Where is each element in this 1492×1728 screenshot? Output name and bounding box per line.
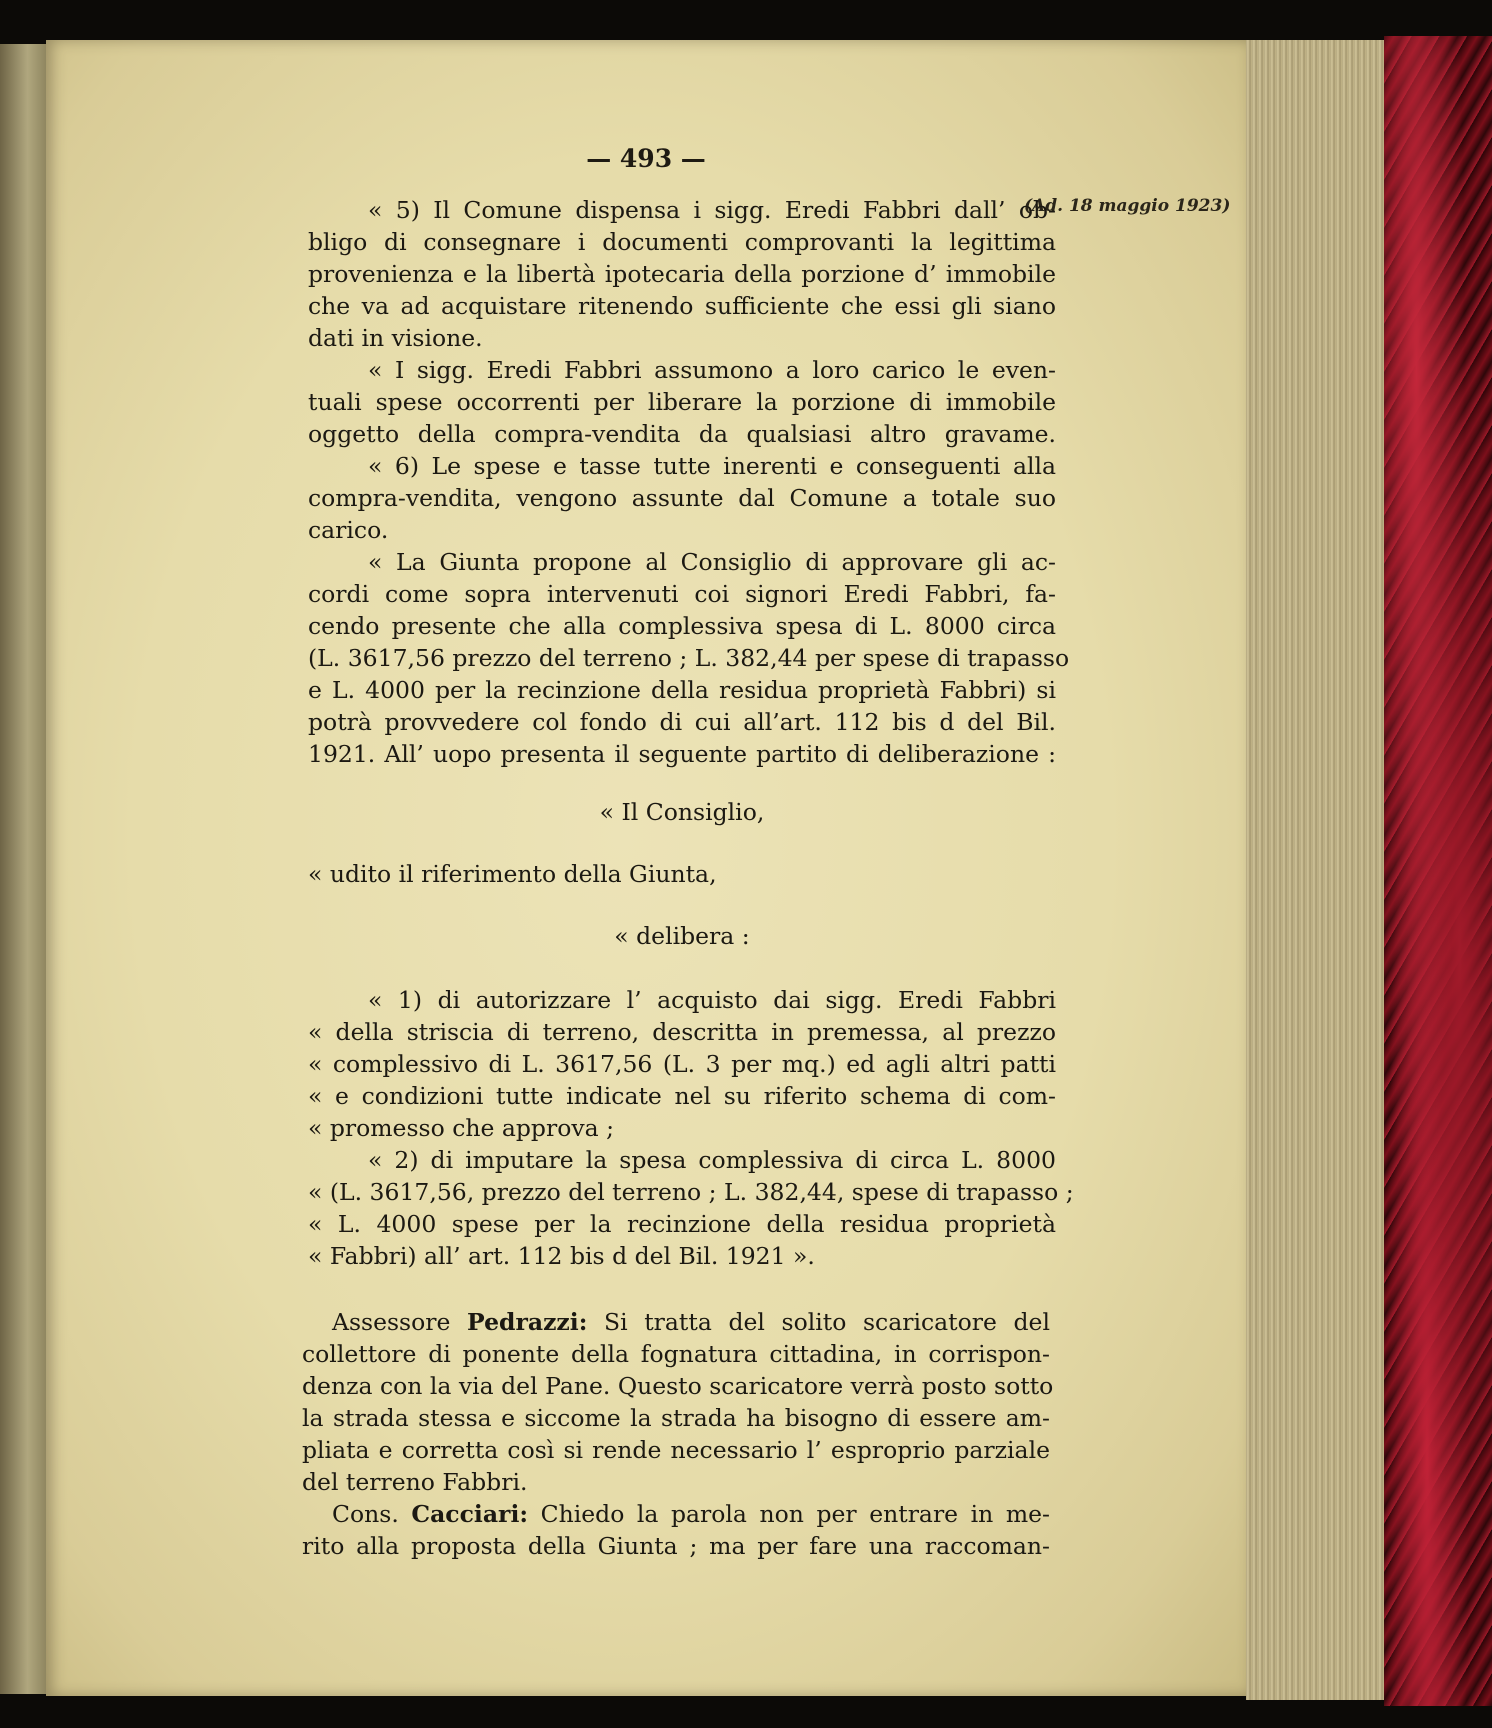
text-fragment: Chiedo la parola non per entrare in me- bbox=[540, 1500, 1050, 1528]
text-line: « 6) Le spese e tasse tutte inerenti e conseguenti alla bbox=[368, 452, 1056, 480]
text-line: cendo presente che alla complessiva spesa di L. 8000 circa bbox=[308, 612, 1056, 640]
text-line: « complessivo di L. 3617,56 (L. 3 per mq.) ed agli altri patti bbox=[308, 1050, 1056, 1078]
resolution-heading: « Il Consiglio, bbox=[599, 798, 765, 826]
text-line: che va ad acquistare ritenendo sufficiente che essi gli siano bbox=[308, 292, 1056, 320]
text-line: « (L. 3617,56, prezzo del terreno ; L. 382,44, spese di trapasso ; bbox=[308, 1178, 1074, 1206]
text-line: « La Giunta propone al Consiglio di approvare gli ac- bbox=[368, 548, 1056, 576]
margin-note: (Ad. 18 maggio 1923) bbox=[1024, 196, 1231, 216]
text-line: del terreno Fabbri. bbox=[302, 1468, 528, 1496]
text-line bbox=[332, 1500, 1050, 1532]
text-line bbox=[332, 1308, 1050, 1340]
text-line: (L. 3617,56 prezzo del terreno ; L. 382,44 per spese di trapasso bbox=[308, 644, 1070, 672]
page-number: — 493 — bbox=[586, 144, 706, 173]
text-line: « Fabbri) all’ art. 112 bis d del Bil. 1921 ». bbox=[308, 1242, 815, 1270]
book-page bbox=[46, 40, 1246, 1696]
text-line: « I sigg. Eredi Fabbri assumono a loro carico le even- bbox=[368, 356, 1056, 384]
text-line: carico. bbox=[308, 516, 389, 544]
text-line: « della striscia di terreno, descritta in premessa, al prezzo bbox=[308, 1018, 1056, 1046]
facing-page-edge bbox=[0, 44, 46, 1694]
text-line: « promesso che approva ; bbox=[308, 1114, 615, 1142]
page-edges bbox=[1246, 40, 1384, 1700]
text-line: rito alla proposta della Giunta ; ma per fare una raccoman- bbox=[302, 1532, 1050, 1560]
text-line: « e condizioni tutte indicate nel su riferito schema di com- bbox=[308, 1082, 1056, 1110]
text-line: « L. 4000 spese per la recinzione della residua proprietà bbox=[308, 1210, 1056, 1238]
text-line: 1921. All’ uopo presenta il seguente partito di deliberazione : bbox=[308, 740, 1056, 768]
text-line: tuali spese occorrenti per liberare la porzione di immobile bbox=[308, 388, 1056, 416]
page-content bbox=[46, 40, 1246, 1696]
text-line: e L. 4000 per la recinzione della residua proprietà Fabbri) si bbox=[308, 676, 1056, 704]
text-line: « udito il riferimento della Giunta, bbox=[308, 860, 717, 888]
text-line: compra-vendita, vengono assunte dal Comune a totale suo bbox=[308, 484, 1056, 512]
speaker-title: Assessore bbox=[332, 1308, 451, 1336]
text-line: denza con la via del Pane. Questo scaricatore verrà posto sotto bbox=[302, 1372, 1054, 1400]
text-line: collettore di ponente della fognatura cittadina, in corrispon- bbox=[302, 1340, 1050, 1368]
speaker-name: Cacciari: bbox=[411, 1500, 529, 1528]
text-line: oggetto della compra-vendita da qualsiasi altro gravame. bbox=[308, 420, 1056, 448]
text-line: « 1) di autorizzare l’ acquisto dai sigg. Eredi Fabbri bbox=[368, 986, 1056, 1014]
text-line: dati in visione. bbox=[308, 324, 483, 352]
text-line: pliata e corretta così si rende necessario l’ esproprio parziale bbox=[302, 1436, 1050, 1464]
text-line: bligo di consegnare i documenti comprovanti la legittima bbox=[308, 228, 1056, 256]
speaker-title: Cons. bbox=[332, 1500, 399, 1528]
text-line: cordi come sopra intervenuti coi signori Eredi Fabbri, fa- bbox=[308, 580, 1056, 608]
text-line: « 5) Il Comune dispensa i sigg. Eredi Fabbri dall’ ob- bbox=[368, 196, 1056, 224]
text-line: provenienza e la libertà ipotecaria della porzione d’ immobile bbox=[308, 260, 1056, 288]
book-cover bbox=[1384, 36, 1492, 1706]
text-line: la strada stessa e siccome la strada ha bisogno di essere am- bbox=[302, 1404, 1050, 1432]
text-fragment: Si tratta del solito scaricatore del bbox=[604, 1308, 1050, 1336]
text-line: potrà provvedere col fondo di cui all’art. 112 bis d del Bil. bbox=[308, 708, 1056, 736]
speaker-name: Pedrazzi: bbox=[467, 1308, 588, 1336]
text-line: « 2) di imputare la spesa complessiva di circa L. 8000 bbox=[368, 1146, 1056, 1174]
resolution-heading: « delibera : bbox=[614, 922, 750, 950]
